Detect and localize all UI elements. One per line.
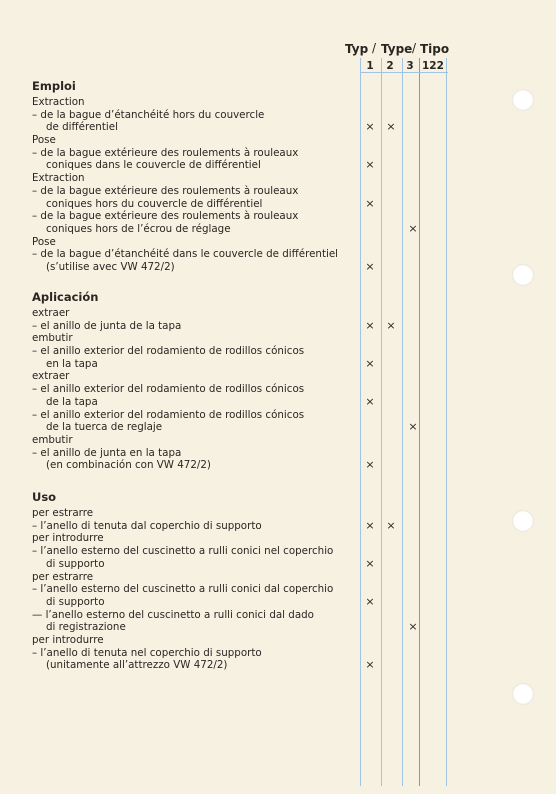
text-line: extraer xyxy=(32,370,70,382)
applicability-mark-type-1: × xyxy=(365,557,375,570)
applicability-mark-type-3: × xyxy=(408,420,418,433)
applicability-mark-type-1: × xyxy=(365,120,375,133)
header-typ: Typ xyxy=(345,42,369,56)
column-number-122: 122 xyxy=(422,60,444,72)
applicability-mark-type-1: × xyxy=(365,158,375,171)
text-line: de la tapa xyxy=(46,396,98,408)
text-line: Pose xyxy=(32,236,56,248)
text-line: – de la bague d’étanchéité hors du couvercle xyxy=(32,109,265,121)
text-line: di registrazione xyxy=(46,621,126,633)
text-line: Pose xyxy=(32,134,56,146)
header-underline xyxy=(360,72,448,73)
text-line: di supporto xyxy=(46,596,105,608)
column-rule-1 xyxy=(360,58,361,786)
applicability-mark-type-1: × xyxy=(365,260,375,273)
text-line: embutir xyxy=(32,332,73,344)
text-line: – el anillo de junta en la tapa xyxy=(32,447,182,459)
text-line: – el anillo exterior del rodamiento de rodillos cónicos xyxy=(32,383,305,395)
binder-hole-lower-middle xyxy=(512,510,534,532)
column-rule-2 xyxy=(381,58,382,786)
text-line: Extraction xyxy=(32,172,85,184)
text-line: – de la bague extérieure des roulements à rouleaux xyxy=(32,147,299,159)
header-type: Type xyxy=(381,42,413,56)
column-number-3: 3 xyxy=(406,60,414,72)
applicability-mark-type-2: × xyxy=(386,319,396,332)
text-line: – el anillo exterior del rodamiento de rodillos cónicos xyxy=(32,409,305,421)
text-line: di supporto xyxy=(46,558,105,570)
section-heading: Emploi xyxy=(32,79,76,93)
header-separator: / xyxy=(372,41,377,55)
column-number-2: 2 xyxy=(386,60,394,72)
section-heading: Aplicación xyxy=(32,290,99,304)
applicability-mark-type-1: × xyxy=(365,458,375,471)
text-line: embutir xyxy=(32,434,73,446)
text-line: – l’anello esterno del cuscinetto a rulli conici dal coperchio xyxy=(32,583,334,595)
text-line: en la tapa xyxy=(46,358,98,370)
applicability-mark-type-1: × xyxy=(365,595,375,608)
applicability-mark-type-1: × xyxy=(365,395,375,408)
section-heading: Uso xyxy=(32,490,57,504)
header-separator: / xyxy=(412,41,417,55)
applicability-mark-type-3: × xyxy=(408,222,418,235)
binder-hole-top xyxy=(512,89,534,111)
text-line: de la tuerca de reglaje xyxy=(46,421,163,433)
column-rule-5 xyxy=(446,58,447,786)
text-line: – l’anello di tenuta nel coperchio di supporto xyxy=(32,647,262,659)
text-line: per estrarre xyxy=(32,571,94,583)
column-rule-4 xyxy=(419,58,420,786)
text-line: – el anillo exterior del rodamiento de rodillos cónicos xyxy=(32,345,305,357)
text-line: per estrarre xyxy=(32,507,94,519)
column-number-1: 1 xyxy=(366,60,374,72)
column-rule-3 xyxy=(402,58,403,786)
applicability-mark-type-1: × xyxy=(365,319,375,332)
applicability-mark-type-3: × xyxy=(408,620,418,633)
text-line: – de la bague extérieure des roulements à rouleaux xyxy=(32,210,299,222)
applicability-mark-type-1: × xyxy=(365,357,375,370)
text-line: coniques hors du couvercle de différentiel xyxy=(46,198,263,210)
text-line: – el anillo de junta de la tapa xyxy=(32,320,182,332)
text-line: per introdurre xyxy=(32,634,104,646)
text-line: coniques dans le couvercle de différentiel xyxy=(46,159,261,171)
text-line: – l’anello di tenuta dal coperchio di supporto xyxy=(32,520,262,532)
text-line: de différentiel xyxy=(46,121,118,133)
text-line: (en combinación con VW 472/2) xyxy=(46,459,211,471)
text-line: (unitamente all’attrezzo VW 472/2) xyxy=(46,659,228,671)
text-line: – de la bague extérieure des roulements à rouleaux xyxy=(32,185,299,197)
applicability-mark-type-1: × xyxy=(365,519,375,532)
text-line: extraer xyxy=(32,307,70,319)
text-line: coniques hors de l’écrou de réglage xyxy=(46,223,231,235)
text-line: per introdurre xyxy=(32,532,104,544)
applicability-mark-type-1: × xyxy=(365,658,375,671)
text-line: — l’anello esterno del cuscinetto a rulli conici dal dado xyxy=(32,609,314,621)
binder-hole-bottom xyxy=(512,683,534,705)
applicability-mark-type-1: × xyxy=(365,197,375,210)
text-line: – de la bague d’étanchéité dans le couvercle de différentiel xyxy=(32,248,339,260)
applicability-mark-type-2: × xyxy=(386,519,396,532)
text-line: – l’anello esterno del cuscinetto a rulli conici nel coperchio xyxy=(32,545,334,557)
text-line: (s’utilise avec VW 472/2) xyxy=(46,261,175,273)
applicability-mark-type-2: × xyxy=(386,120,396,133)
text-line: Extraction xyxy=(32,96,85,108)
binder-hole-upper-middle xyxy=(512,264,534,286)
header-tipo: Tipo xyxy=(420,42,450,56)
